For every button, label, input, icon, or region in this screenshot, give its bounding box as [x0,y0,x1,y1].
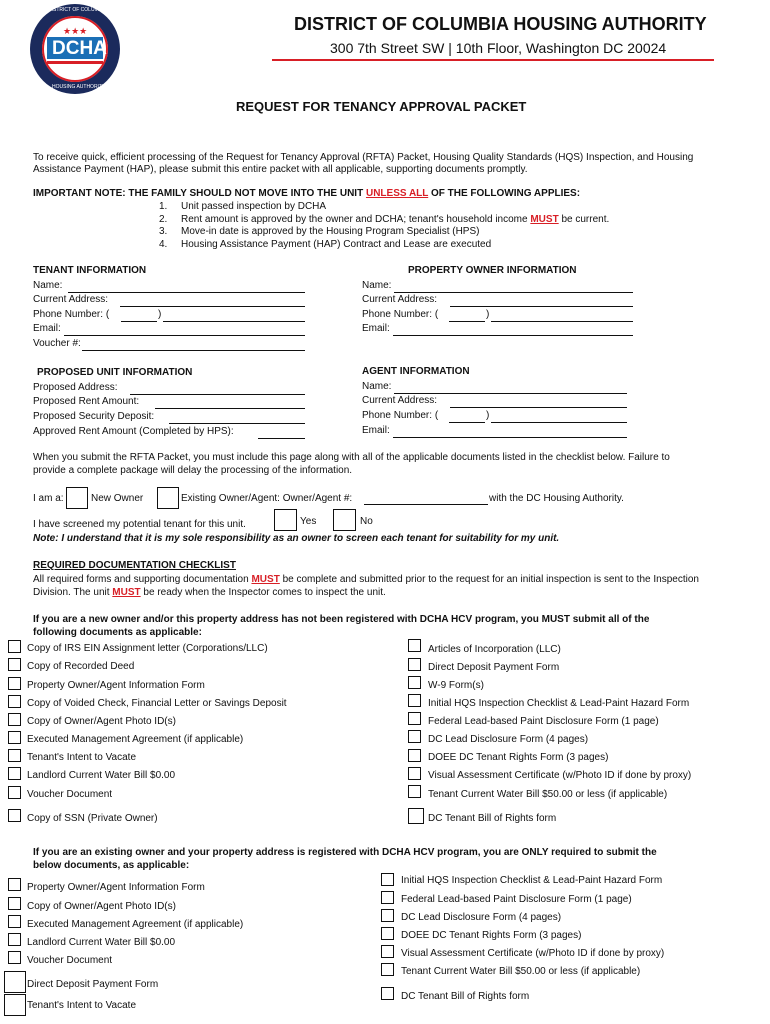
screen-no-checkbox[interactable] [333,509,356,531]
tenant-phone-label: Phone Number: ( [33,309,110,320]
unit-deposit-field[interactable] [169,423,305,424]
agent-phone-field[interactable] [491,422,627,423]
checklist-heading: REQUIRED DOCUMENTATION CHECKLIST [33,560,236,571]
owner-address-field[interactable] [450,306,633,307]
owner-email-field[interactable] [393,335,633,336]
checklist-checkbox[interactable] [408,658,421,671]
agent-heading: AGENT INFORMATION [362,366,470,377]
checklist-item: DC Lead Disclosure Form (4 pages) [401,912,562,923]
checklist-checkbox[interactable] [4,971,26,993]
unit-rent-field[interactable] [155,408,305,409]
unit-approved-field[interactable] [258,438,305,439]
checklist-checkbox[interactable] [8,809,21,822]
screen-label: I have screened my potential tenant for this unit. [33,519,246,530]
checklist-checkbox[interactable] [8,677,21,690]
checklist-item: Tenant Current Water Bill $50.00 or less (if applicable) [401,966,641,977]
iama-suffix: with the DC Housing Authority. [489,493,624,504]
logo-ring-bottom: HOUSING AUTHORITY [52,84,106,90]
new-owner-checkbox[interactable] [66,487,88,509]
tenant-heading: TENANT INFORMATION [33,265,147,276]
checklist-item: Executed Management Agreement (if applicable) [27,734,244,745]
checklist-checkbox[interactable] [8,915,21,928]
checklist-item: Copy of Recorded Deed [27,661,135,672]
checklist-checkbox[interactable] [408,712,421,725]
agent-name-label: Name: [362,381,392,392]
checklist-item: Tenant's Intent to Vacate [27,752,137,763]
agent-address-field[interactable] [450,407,627,408]
checklist-checkbox[interactable] [8,713,21,726]
checklist-item: Copy of Owner/Agent Photo ID(s) [27,716,176,727]
checklist-checkbox[interactable] [8,786,21,799]
agent-phone-close: ) [486,410,490,421]
agent-phone-label: Phone Number: ( [362,410,439,421]
checklist-item: Initial HQS Inspection Checklist & Lead-Paint Hazard Form [401,875,663,886]
owner-heading: PROPERTY OWNER INFORMATION [408,265,577,276]
checklist-checkbox[interactable] [408,767,421,780]
unless-all-emphasis: UNLESS ALL [365,188,429,199]
checklist-checkbox[interactable] [408,694,421,707]
owner-email-label: Email: [362,323,390,334]
tenant-email-field[interactable] [64,335,305,336]
checklist-checkbox[interactable] [408,749,421,762]
unit-deposit-label: Proposed Security Deposit: [33,411,155,422]
checklist-checkbox[interactable] [381,891,394,904]
checklist-checkbox[interactable] [8,897,21,910]
checklist-checkbox[interactable] [8,951,21,964]
note-list [181,201,609,251]
checklist-line-1: All required forms and supporting documentation MUST be complete and submitted prior to the request for an initial inspection is sent to the Inspection [33,574,699,585]
checklist-checkbox[interactable] [381,987,394,1000]
checklist-checkbox[interactable] [381,927,394,940]
checklist-item: Copy of Owner/Agent Photo ID(s) [27,901,176,912]
checklist-checkbox[interactable] [8,640,21,653]
checklist-item: Direct Deposit Payment Form [27,979,159,990]
doc-title: REQUEST FOR TENANCY APPROVAL PACKET [236,99,527,114]
unit-rent-label: Proposed Rent Amount: [33,396,140,407]
screen-yes-checkbox[interactable] [274,509,297,531]
agent-email-label: Email: [362,425,390,436]
checklist-item: DC Lead Disclosure Form (4 pages) [428,734,589,745]
existing-owner-label: Existing Owner/Agent: Owner/Agent #: [181,493,353,504]
checklist-line-2: Division. The unit MUST be ready when the Inspector comes to inspect the unit. [33,587,386,598]
unit-address-label: Proposed Address: [33,382,118,393]
note-item: Housing Assistance Payment (HAP) Contract and Lease are executed [181,238,492,250]
checklist-item: Voucher Document [27,955,113,966]
logo-ring-top: DISTRICT OF COLUMBIA [48,7,107,13]
checklist-checkbox[interactable] [8,767,21,780]
tenant-phone-area-field[interactable] [121,321,157,322]
tenant-name-label: Name: [33,280,63,291]
intro-line-2: Assistance Payment (HAP), please submit this entire packet with all applicable, supporting documents promptly. [33,164,528,175]
checklist-checkbox[interactable] [408,676,421,689]
note-item: Rent amount is approved by the owner and DCHA; tenant's household income MUST be current. [181,213,610,225]
iama-label: I am a: [33,493,64,504]
checklist-item: Federal Lead-based Paint Disclosure Form (1 page) [428,716,659,727]
screen-no-label: No [360,516,373,527]
checklist-item: Voucher Document [27,789,113,800]
owner-phone-area-field[interactable] [449,321,485,322]
existing-heading-1: If you are an existing owner and your property address is registered with DCHA HCV program, you are ONLY required to submit the [33,847,657,858]
tenant-voucher-field[interactable] [82,350,305,351]
screen-yes-label: Yes [300,516,317,527]
checklist-item: W-9 Form(s) [428,680,484,691]
existing-heading-2: below documents, as applicable: [33,860,190,871]
agent-address-label: Current Address: [362,395,438,406]
checklist-checkbox[interactable] [8,658,21,671]
unit-address-field[interactable] [130,394,305,395]
checklist-item: DC Tenant Bill of Rights form [428,813,557,824]
tenant-address-label: Current Address: [33,294,109,305]
checklist-item: Property Owner/Agent Information Form [27,680,205,691]
checklist-item: Initial HQS Inspection Checklist & Lead-Paint Hazard Form [428,698,690,709]
checklist-item: Visual Assessment Certificate (w/Photo ID if done by proxy) [401,948,665,959]
checklist-item: Articles of Incorporation (LLC) [428,644,561,655]
existing-owner-checkbox[interactable] [157,487,179,509]
important-note: IMPORTANT NOTE: THE FAMILY SHOULD NOT MOVE INTO THE UNIT UNLESS ALL OF THE FOLLOWING APPLIES: [33,188,581,199]
tenant-name-field[interactable] [68,292,305,293]
tenant-voucher-label: Voucher #: [33,338,81,349]
checklist-checkbox[interactable] [408,639,421,652]
checklist-item: Direct Deposit Payment Form [428,662,560,673]
checklist-checkbox[interactable] [4,994,26,1016]
header-rule [272,59,714,61]
intro-line-1: To receive quick, efficient processing of the Request for Tenancy Approval (RFTA) Packet, Housing Quality Standards (HQS) Inspection, and Housing [33,152,694,163]
checklist-item: Visual Assessment Certificate (w/Photo ID if done by proxy) [428,770,692,781]
checklist-checkbox[interactable] [408,785,421,798]
agency-title: DISTRICT OF COLUMBIA HOUSING AUTHORITY [294,14,707,34]
checklist-item: DOEE DC Tenant Rights Form (3 pages) [401,930,582,941]
checklist-item: DC Tenant Bill of Rights form [401,991,530,1002]
checklist-item: Executed Management Agreement (if applicable) [27,919,244,930]
owner-address-label: Current Address: [362,294,438,305]
unit-heading: PROPOSED UNIT INFORMATION [37,367,193,378]
checklist-checkbox[interactable] [8,749,21,762]
submit-note-line-2: provide a complete package will delay the processing of the information. [33,465,353,476]
screen-note: Note: I understand that it is my sole responsibility as an owner to screen each tenant for suitability for my unit. [33,533,560,544]
dcha-logo [28,2,122,96]
checklist-checkbox[interactable] [381,909,394,922]
owner-name-field[interactable] [394,292,633,293]
checklist-item: Copy of IRS EIN Assignment letter (Corporations/LLC) [27,643,268,654]
checklist-item: Copy of Voided Check, Financial Letter or Savings Deposit [27,698,287,709]
checklist-checkbox[interactable] [8,695,21,708]
tenant-phone-field[interactable] [163,321,305,322]
owner-phone-label: Phone Number: ( [362,309,439,320]
new-owner-heading-1: If you are a new owner and/or this property address has not been registered with DCHA HCV program, you MUST submit all of the [33,614,650,625]
checklist-item: Property Owner/Agent Information Form [27,882,205,893]
checklist-item: Federal Lead-based Paint Disclosure Form (1 page) [401,894,632,905]
checklist-item: Copy of SSN (Private Owner) [27,813,158,824]
owner-phone-close: ) [486,309,490,320]
checklist-checkbox[interactable] [381,945,394,958]
checklist-item: Landlord Current Water Bill $0.00 [27,937,176,948]
tenant-address-field[interactable] [120,306,305,307]
note-item: Move-in date is approved by the Housing Program Specialist (HPS) [181,226,480,237]
svg-text:★★★: ★★★ [63,27,88,37]
agency-address: 300 7th Street SW | 10th Floor, Washington DC 20024 [330,40,667,56]
checklist-checkbox[interactable] [8,933,21,946]
checklist-checkbox[interactable] [408,730,421,743]
note-numbers: 1. 2. 3. 4. [159,201,168,250]
owner-agent-number-field[interactable] [364,504,488,505]
unit-approved-label: Approved Rent Amount (Completed by HPS): [33,426,234,437]
agent-name-field[interactable] [394,393,627,394]
checklist-checkbox[interactable] [408,808,424,824]
checklist-checkbox[interactable] [8,731,21,744]
checklist-checkbox[interactable] [8,878,21,891]
checklist-item: Tenant Current Water Bill $50.00 or less (if applicable) [428,789,668,800]
owner-phone-field[interactable] [491,321,633,322]
checklist-item: Tenant's Intent to Vacate [27,1000,137,1011]
new-owner-label: New Owner [91,493,144,504]
agent-email-field[interactable] [393,437,627,438]
new-owner-heading-2: following documents as applicable: [33,627,202,638]
owner-name-label: Name: [362,280,392,291]
checklist-item: Landlord Current Water Bill $0.00 [27,770,176,781]
note-item: Unit passed inspection by DCHA [181,201,327,212]
tenant-email-label: Email: [33,323,61,334]
submit-note-line-1: When you submit the RFTA Packet, you must include this page along with all of the applicable documents listed in the checklist below. Failure to [33,452,670,463]
tenant-phone-close: ) [158,309,162,320]
agent-phone-area-field[interactable] [449,422,485,423]
checklist-checkbox[interactable] [381,873,394,886]
checklist-checkbox[interactable] [381,963,394,976]
logo-text: DCHA [52,38,107,59]
checklist-item: DOEE DC Tenant Rights Form (3 pages) [428,752,609,763]
